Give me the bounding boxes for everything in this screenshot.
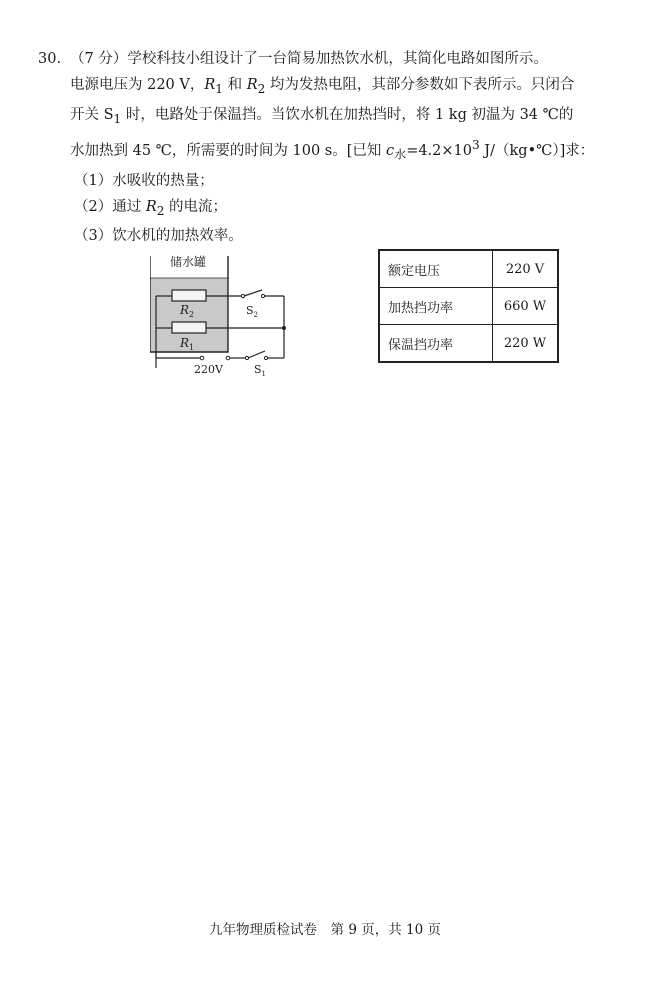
resistor-r1 bbox=[172, 322, 206, 333]
table-cell-value: 220 W bbox=[493, 325, 559, 363]
r2-subscript: 2 bbox=[257, 81, 266, 96]
s1-subscript: 1 bbox=[113, 111, 122, 126]
resistor-r2 bbox=[172, 290, 206, 301]
text-segment: 开关 S bbox=[70, 106, 114, 123]
junction-right bbox=[282, 326, 286, 330]
question-line-3 bbox=[38, 102, 628, 132]
subquestion-1-text: （1）水吸收的热量； bbox=[74, 172, 214, 189]
text-segment: 和 bbox=[222, 77, 247, 93]
s1-blade bbox=[248, 351, 265, 358]
table-row bbox=[379, 325, 558, 363]
s2-contact-right bbox=[261, 294, 264, 297]
s1-label: $S_1$ bbox=[254, 363, 267, 376]
text-segment: 水加热到 45 ℃，所需要的时间为 100 s。[已知 bbox=[70, 142, 386, 159]
subquestion-3 bbox=[38, 223, 628, 249]
exponent: 3 bbox=[472, 137, 480, 152]
text-segment: J/（kg•℃）]求： bbox=[479, 142, 595, 159]
r2-subscript: 2 bbox=[156, 203, 165, 218]
text-segment: 均为发热电阻，其部分参数如下表所示。只闭合 bbox=[265, 77, 575, 93]
s1-contact-right bbox=[264, 356, 267, 359]
parameter-table bbox=[378, 249, 559, 363]
tank-label: 储水罐 bbox=[170, 255, 207, 269]
question-intro: 学校科技小组设计了一台简易加热饮水机，其简化电路如图所示。 bbox=[127, 51, 548, 67]
r2-label: $R_2$ bbox=[180, 303, 195, 319]
text-segment: =4.2×10 bbox=[406, 142, 473, 159]
table-cell-value: 660 W bbox=[493, 288, 559, 325]
subquestion-2 bbox=[38, 194, 628, 224]
table-cell-name: 加热挡功率 bbox=[379, 288, 493, 325]
s2-blade bbox=[244, 290, 262, 296]
text-segment: 时，电路处于保温挡。当饮水机在加热挡时，将 1 kg 初温为 34 ℃的 bbox=[121, 106, 574, 123]
voltage-label: 220V bbox=[194, 363, 223, 376]
question-line-2 bbox=[38, 72, 628, 102]
subquestion-3-text: （3）饮水机的加热效率。 bbox=[74, 228, 243, 245]
s2-label: $S_2$ bbox=[246, 304, 259, 319]
r-symbol: R bbox=[246, 77, 258, 93]
table-row bbox=[379, 250, 558, 288]
page-footer: 九年物理质检试卷 第 9 页，共 10 页 bbox=[209, 922, 441, 938]
question-number: 30. bbox=[38, 51, 62, 67]
question-intro-line bbox=[38, 46, 628, 72]
subquestion-1 bbox=[38, 168, 628, 194]
question-points: （7 分） bbox=[70, 51, 128, 67]
r-symbol: R bbox=[204, 77, 216, 93]
c-symbol: c bbox=[386, 142, 395, 159]
supply-terminal-right bbox=[226, 356, 230, 360]
table-row bbox=[379, 288, 558, 325]
text-segment: （2）通过 bbox=[74, 198, 146, 215]
question-line-4 bbox=[38, 132, 628, 168]
circuit-diagram bbox=[150, 252, 300, 376]
question-30 bbox=[38, 46, 628, 249]
table-cell-value: 220 V bbox=[493, 250, 559, 288]
text-segment: 的电流； bbox=[164, 198, 228, 215]
r1-subscript: 1 bbox=[215, 81, 223, 96]
r-symbol: R bbox=[145, 198, 157, 215]
supply-terminal-left bbox=[200, 356, 204, 360]
text-segment: 电源电压为 220 V， bbox=[70, 77, 205, 93]
table-cell-name: 保温挡功率 bbox=[379, 325, 493, 363]
c-subscript: 水 bbox=[394, 147, 407, 162]
r1-label: $R_1$ bbox=[180, 336, 195, 352]
table-cell-name: 额定电压 bbox=[379, 250, 493, 288]
